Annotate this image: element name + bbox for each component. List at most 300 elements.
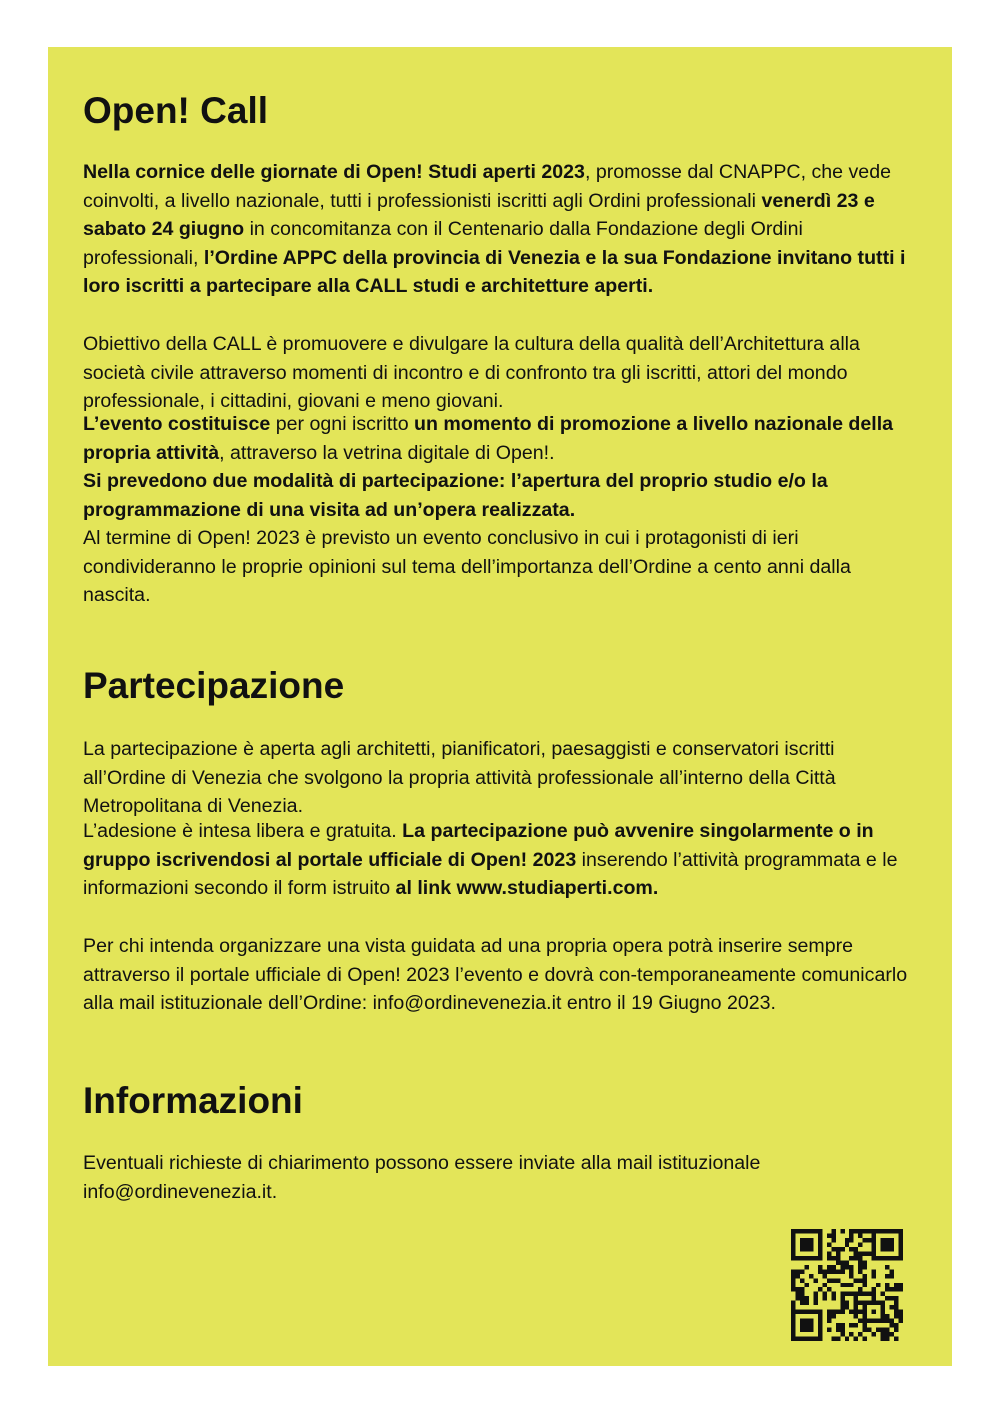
qr-module: [876, 1301, 880, 1305]
qr-module: [854, 1337, 858, 1341]
qr-module: [804, 1238, 808, 1242]
qr-module: [818, 1319, 822, 1323]
text-run: in concomitanza con il Centenario dalla Fondazione degli Ordini professionali,: [83, 218, 803, 269]
qr-module: [863, 1278, 867, 1282]
qr-module: [890, 1287, 894, 1291]
qr-module: [827, 1287, 831, 1291]
qr-module: [791, 1287, 795, 1291]
qr-module: [876, 1328, 880, 1332]
qr-module: [890, 1274, 894, 1278]
qr-module: [791, 1278, 795, 1282]
qr-module: [885, 1314, 889, 1318]
qr-module: [876, 1229, 880, 1233]
qr-module: [858, 1269, 862, 1273]
qr-module: [872, 1247, 876, 1251]
qr-module: [894, 1310, 898, 1314]
qr-module: [885, 1319, 889, 1323]
qr-module: [809, 1337, 813, 1341]
qr-module: [791, 1301, 795, 1305]
qr-module: [840, 1265, 844, 1269]
qr-module: [872, 1287, 876, 1291]
qr-module: [858, 1287, 862, 1291]
qr-module: [791, 1305, 795, 1309]
qr-module: [890, 1247, 894, 1251]
qr-module: [858, 1301, 862, 1305]
qr-module: [881, 1242, 885, 1246]
qr-module: [809, 1256, 813, 1260]
qr-module: [818, 1251, 822, 1255]
qr-module: [831, 1292, 835, 1296]
qr-module: [854, 1256, 858, 1260]
qr-module: [791, 1247, 795, 1251]
open-call-paragraph-1: [83, 158, 919, 301]
qr-module: [845, 1292, 849, 1296]
qr-code-icon[interactable]: [791, 1229, 903, 1341]
qr-module: [791, 1310, 795, 1314]
qr-module: [899, 1287, 903, 1291]
qr-module: [863, 1274, 867, 1278]
qr-module: [863, 1337, 867, 1341]
qr-module: [791, 1323, 795, 1327]
qr-module: [849, 1269, 853, 1273]
qr-module: [885, 1274, 889, 1278]
qr-module: [791, 1233, 795, 1237]
qr-module: [890, 1323, 894, 1327]
qr-module: [872, 1229, 876, 1233]
qr-module: [831, 1247, 835, 1251]
qr-module: [818, 1310, 822, 1314]
qr-module: [849, 1238, 853, 1242]
qr-module: [863, 1310, 867, 1314]
open-call-paragraph-4: Si prevedono due modalità di partecipazione: l’apertura del proprio studio e/o la programmazione di una visita ad un’opera realizzata.: [83, 470, 828, 521]
qr-module: [890, 1269, 894, 1273]
qr-module: [818, 1328, 822, 1332]
qr-module: [858, 1292, 862, 1296]
qr-module: [795, 1296, 799, 1300]
qr-module: [881, 1247, 885, 1251]
qr-module: [849, 1323, 853, 1327]
qr-module: [813, 1292, 817, 1296]
qr-module: [813, 1310, 817, 1314]
qr-module: [885, 1332, 889, 1336]
qr-module: [818, 1287, 822, 1291]
qr-module: [804, 1328, 808, 1332]
qr-module: [890, 1256, 894, 1260]
qr-module: [899, 1242, 903, 1246]
qr-module: [831, 1229, 835, 1233]
qr-module: [894, 1337, 898, 1341]
qr-module: [813, 1278, 817, 1282]
qr-module: [840, 1283, 844, 1287]
qr-module: [800, 1287, 804, 1291]
qr-module: [804, 1310, 808, 1314]
qr-module: [854, 1278, 858, 1282]
qr-module: [890, 1238, 894, 1242]
qr-module: [885, 1287, 889, 1291]
qr-module: [894, 1323, 898, 1327]
bold-text-run: venerdì 23 e sabato 24 giugno: [83, 189, 875, 241]
qr-module: [863, 1238, 867, 1242]
qr-module: [800, 1319, 804, 1323]
qr-module: [822, 1269, 826, 1273]
qr-module: [800, 1269, 804, 1273]
qr-module: [849, 1332, 853, 1336]
qr-module: [800, 1256, 804, 1260]
qr-module: [818, 1323, 822, 1327]
qr-module: [863, 1319, 867, 1323]
qr-module: [894, 1328, 898, 1332]
qr-module: [804, 1319, 808, 1323]
qr-module: [800, 1247, 804, 1251]
qr-module: [885, 1229, 889, 1233]
qr-module: [863, 1229, 867, 1233]
qr-module: [827, 1319, 831, 1323]
qr-module: [899, 1233, 903, 1237]
qr-module: [872, 1292, 876, 1296]
qr-module: [809, 1319, 813, 1323]
partecipazione-paragraph-2: [83, 817, 919, 903]
flyer-panel: [48, 47, 952, 1366]
qr-module: [872, 1242, 876, 1246]
partecipazione-paragraph-3: Per chi intenda organizzare una vista guidata ad una propria opera potrà inserire sempre attraverso il portale ufficiale di Open! 2023 l’evento e dovrà con-temporaneamente comunicarlo alla mail istituzionale dell’Ordine: info@ordinevenezia.it entro il 19 Giugno 2023.: [83, 935, 908, 1015]
qr-module: [858, 1256, 862, 1260]
qr-module: [836, 1269, 840, 1273]
qr-module: [831, 1238, 835, 1242]
qr-module: [818, 1332, 822, 1336]
qr-module: [795, 1287, 799, 1291]
qr-module: [858, 1310, 862, 1314]
section-title-open-call: Open! Call: [83, 90, 269, 131]
qr-module: [881, 1238, 885, 1242]
qr-module: [890, 1229, 894, 1233]
qr-module: [800, 1229, 804, 1233]
qr-module: [845, 1283, 849, 1287]
qr-module: [885, 1238, 889, 1242]
qr-module: [800, 1292, 804, 1296]
bold-text-run: al link www.studiaperti.com.: [395, 877, 659, 900]
qr-module: [840, 1328, 844, 1332]
qr-module: [872, 1251, 876, 1255]
qr-module: [818, 1256, 822, 1260]
qr-module: [809, 1310, 813, 1314]
qr-module: [863, 1328, 867, 1332]
qr-module: [849, 1229, 853, 1233]
qr-module: [804, 1296, 808, 1300]
qr-module: [840, 1305, 844, 1309]
qr-module: [804, 1337, 808, 1341]
qr-module: [795, 1229, 799, 1233]
qr-module: [845, 1238, 849, 1242]
open-call-paragraph-5: Al termine di Open! 2023 è previsto un evento conclusivo in cui i protagonisti di ieri condivideranno le proprie opinioni sul tema dell’importanza dell’Ordine a cento anni dalla nascita.: [83, 527, 851, 607]
qr-module: [885, 1337, 889, 1341]
qr-module: [804, 1229, 808, 1233]
qr-module: [881, 1301, 885, 1305]
qr-module: [836, 1251, 840, 1255]
qr-module: [827, 1251, 831, 1255]
qr-module: [885, 1265, 889, 1269]
qr-module: [849, 1292, 853, 1296]
qr-module: [872, 1238, 876, 1242]
qr-module: [881, 1319, 885, 1323]
qr-module: [809, 1323, 813, 1327]
qr-module: [876, 1256, 880, 1260]
qr-module: [836, 1247, 840, 1251]
qr-module: [818, 1238, 822, 1242]
qr-module: [863, 1292, 867, 1296]
qr-module: [791, 1314, 795, 1318]
qr-module: [849, 1274, 853, 1278]
qr-module: [809, 1242, 813, 1246]
qr-module: [863, 1301, 867, 1305]
qr-module: [840, 1260, 844, 1264]
qr-module: [831, 1310, 835, 1314]
qr-module: [800, 1238, 804, 1242]
qr-module: [818, 1269, 822, 1273]
qr-module: [894, 1296, 898, 1300]
qr-module: [894, 1229, 898, 1233]
qr-module: [836, 1278, 840, 1282]
qr-module: [818, 1229, 822, 1233]
qr-module: [858, 1242, 862, 1246]
qr-module: [885, 1247, 889, 1251]
partecipazione-paragraph-1: La partecipazione è aperta agli architetti, pianificatori, paesaggisti e conservatori iscritti all’Ordine di Venezia che svolgono la propria attività professionale all’interno della Città Metropolitana di Venezia.: [83, 738, 836, 818]
qr-module: [836, 1328, 840, 1332]
qr-module: [858, 1260, 862, 1264]
qr-module: [863, 1260, 867, 1264]
qr-module: [840, 1310, 844, 1314]
qr-module: [818, 1233, 822, 1237]
qr-module: [894, 1287, 898, 1291]
qr-module: [899, 1310, 903, 1314]
text-run: per ogni iscritto: [270, 413, 415, 435]
qr-module: [881, 1314, 885, 1318]
qr-module: [791, 1283, 795, 1287]
bold-text-run: un momento di promozione a livello nazionale della propria attività: [83, 413, 894, 464]
qr-module: [858, 1233, 862, 1237]
qr-module: [831, 1265, 835, 1269]
qr-module: [872, 1269, 876, 1273]
qr-module: [809, 1238, 813, 1242]
qr-module: [858, 1332, 862, 1336]
qr-module: [840, 1247, 844, 1251]
qr-module: [800, 1301, 804, 1305]
qr-module: [899, 1283, 903, 1287]
qr-module: [845, 1260, 849, 1264]
qr-module: [840, 1296, 844, 1300]
qr-module: [840, 1269, 844, 1273]
qr-module: [795, 1274, 799, 1278]
qr-module: [867, 1319, 871, 1323]
qr-module: [840, 1229, 844, 1233]
qr-module: [791, 1328, 795, 1332]
qr-module: [885, 1256, 889, 1260]
qr-module: [854, 1229, 858, 1233]
qr-module: [849, 1247, 853, 1251]
qr-module: [813, 1301, 817, 1305]
qr-module: [854, 1314, 858, 1318]
qr-module: [840, 1323, 844, 1327]
qr-module: [872, 1319, 876, 1323]
qr-module: [791, 1242, 795, 1246]
qr-module: [863, 1265, 867, 1269]
qr-module: [872, 1296, 876, 1300]
qr-module: [899, 1238, 903, 1242]
qr-module: [890, 1332, 894, 1336]
qr-module: [854, 1301, 858, 1305]
qr-module: [809, 1229, 813, 1233]
qr-module: [890, 1296, 894, 1300]
qr-module: [804, 1283, 808, 1287]
qr-module: [791, 1229, 795, 1233]
qr-module: [885, 1242, 889, 1246]
qr-module: [791, 1269, 795, 1273]
qr-module: [894, 1283, 898, 1287]
qr-module: [849, 1310, 853, 1314]
section-title-informazioni: Informazioni: [83, 1080, 303, 1121]
qr-module: [849, 1265, 853, 1269]
qr-module: [863, 1323, 867, 1327]
open-call-paragraph-2: Obiettivo della CALL è promuovere e divulgare la cultura della qualità dell’Architettura alla società civile attraverso momenti di incontro e di confronto tra gli iscritti, attori del mondo professionale, i cittadini, giovani e meno giovani.: [83, 333, 860, 413]
informazioni-paragraph-1: Eventuali richieste di chiarimento possono essere inviate alla mail istituzionale info@ordinevenezia.it.: [83, 1152, 761, 1203]
qr-module: [854, 1251, 858, 1255]
qr-module: [876, 1319, 880, 1323]
qr-module: [863, 1305, 867, 1309]
qr-module: [827, 1256, 831, 1260]
qr-module: [899, 1251, 903, 1255]
qr-module: [876, 1283, 880, 1287]
qr-module: [813, 1296, 817, 1300]
qr-module: [818, 1247, 822, 1251]
qr-module: [840, 1301, 844, 1305]
qr-module: [831, 1314, 835, 1318]
qr-module: [854, 1323, 858, 1327]
qr-module: [858, 1265, 862, 1269]
qr-module: [831, 1278, 835, 1282]
qr-module: [845, 1265, 849, 1269]
qr-module: [795, 1337, 799, 1341]
qr-module: [831, 1337, 835, 1341]
qr-module: [885, 1328, 889, 1332]
qr-module: [858, 1319, 862, 1323]
qr-module: [804, 1265, 808, 1269]
qr-module: [872, 1301, 876, 1305]
bold-text-run: l’Ordine APPC della provincia di Venezia e la sua Fondazione invitano tutti i loro iscritti a partecipare alla CALL studi e architetture aperti.: [83, 246, 906, 298]
qr-module: [827, 1265, 831, 1269]
text-run: , attraverso la vetrina digitale di Open!.: [219, 441, 555, 464]
qr-module: [827, 1310, 831, 1314]
qr-module: [890, 1242, 894, 1246]
qr-module: [791, 1337, 795, 1341]
qr-module: [791, 1256, 795, 1260]
bold-text-run: La partecipazione può avvenire singolarmente o in gruppo iscrivendosi al portale ufficiale di Open! 2023: [83, 820, 874, 871]
qr-module: [881, 1229, 885, 1233]
qr-module: [827, 1269, 831, 1273]
text-run: inserendo l’attività programmata e le informazioni secondo il form istruito: [83, 848, 898, 900]
qr-module: [867, 1292, 871, 1296]
qr-module: [854, 1296, 858, 1300]
qr-module: [804, 1323, 808, 1327]
qr-module: [827, 1278, 831, 1282]
qr-module: [795, 1269, 799, 1273]
qr-module: [800, 1310, 804, 1314]
qr-module: [854, 1310, 858, 1314]
qr-module: [831, 1256, 835, 1260]
qr-module: [809, 1247, 813, 1251]
qr-module: [836, 1310, 840, 1314]
qr-module: [827, 1314, 831, 1318]
qr-module: [791, 1251, 795, 1255]
qr-module: [899, 1229, 903, 1233]
qr-module: [854, 1305, 858, 1309]
qr-module: [872, 1274, 876, 1278]
qr-module: [791, 1274, 795, 1278]
qr-module: [813, 1337, 817, 1341]
qr-module: [894, 1305, 898, 1309]
qr-module: [836, 1337, 840, 1341]
qr-module: [822, 1283, 826, 1287]
qr-module: [899, 1319, 903, 1323]
qr-module: [818, 1242, 822, 1246]
qr-module: [791, 1319, 795, 1323]
qr-module: [881, 1256, 885, 1260]
qr-module: [854, 1292, 858, 1296]
qr-module: [845, 1301, 849, 1305]
text-run: L’adesione è intesa libera e gratuita.: [83, 820, 403, 842]
qr-module: [804, 1256, 808, 1260]
qr-module: [899, 1247, 903, 1251]
qr-module: [845, 1242, 849, 1246]
qr-module: [840, 1292, 844, 1296]
qr-module: [804, 1301, 808, 1305]
qr-module: [849, 1233, 853, 1237]
qr-module: [863, 1314, 867, 1318]
qr-module: [858, 1278, 862, 1282]
qr-module: [890, 1305, 894, 1309]
qr-module: [822, 1296, 826, 1300]
qr-module: [899, 1314, 903, 1318]
qr-module: [795, 1310, 799, 1314]
qr-module: [827, 1242, 831, 1246]
qr-module: [800, 1278, 804, 1282]
qr-module: [831, 1269, 835, 1273]
qr-module: [804, 1247, 808, 1251]
qr-module: [822, 1274, 826, 1278]
qr-module: [818, 1265, 822, 1269]
qr-module: [894, 1314, 898, 1318]
qr-module: [885, 1296, 889, 1300]
qr-module: [818, 1337, 822, 1341]
qr-module: [894, 1256, 898, 1260]
bold-text-run: Nella cornice delle giornate di Open! Studi aperti 2023: [83, 161, 585, 183]
qr-module: [863, 1283, 867, 1287]
qr-module: [800, 1328, 804, 1332]
qr-module: [849, 1256, 853, 1260]
section-title-partecipazione: Partecipazione: [83, 665, 345, 706]
qr-module: [899, 1256, 903, 1260]
qr-module: [795, 1256, 799, 1260]
qr-module: [791, 1238, 795, 1242]
bold-text-run: L’evento costituisce: [83, 413, 271, 435]
qr-module: [836, 1256, 840, 1260]
qr-module: [804, 1242, 808, 1246]
text-run: , promosse dal CNAPPC, che vede coinvolti, a livello nazionale, tutti i professionisti iscritti agli Ordini professionali: [83, 161, 891, 212]
qr-module: [791, 1332, 795, 1336]
qr-module: [881, 1332, 885, 1336]
qr-module: [872, 1310, 876, 1314]
open-call-paragraph-3: [83, 410, 919, 467]
qr-module: [881, 1292, 885, 1296]
qr-module: [827, 1233, 831, 1237]
